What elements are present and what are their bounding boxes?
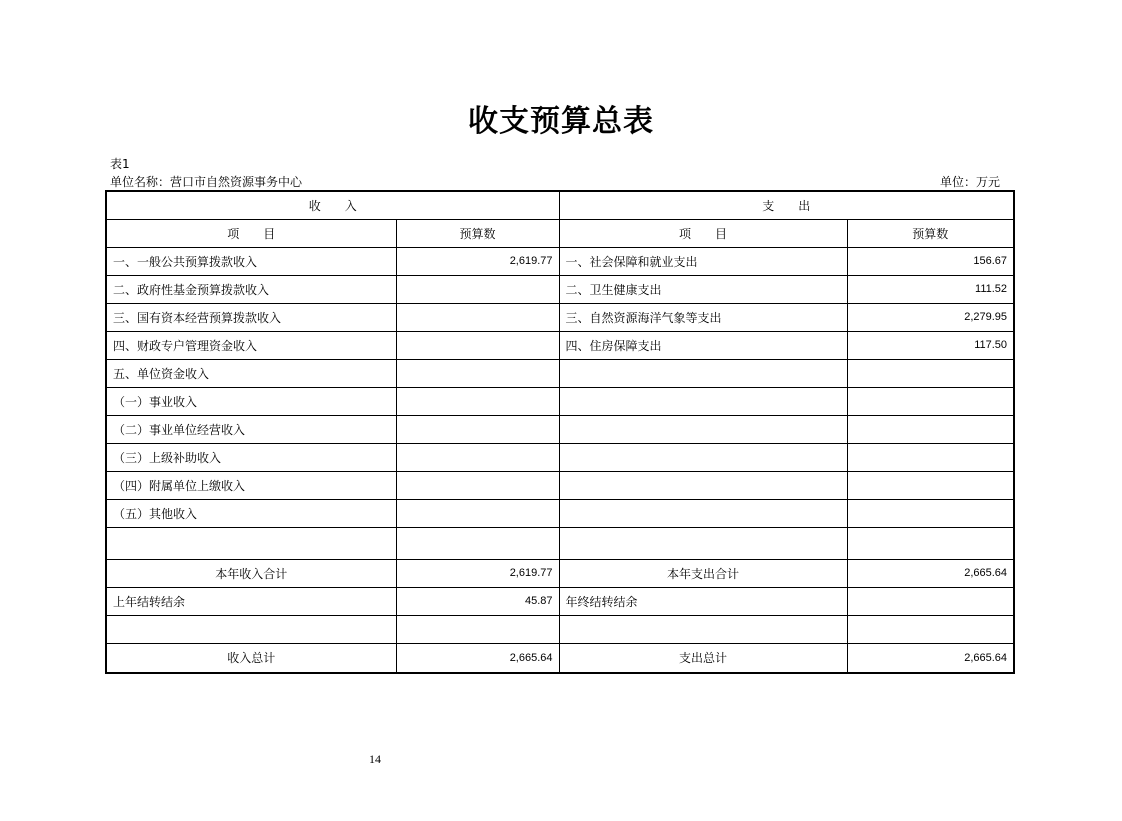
budget-table <box>105 190 1015 674</box>
income-value <box>396 303 559 331</box>
expense-value <box>847 527 1014 559</box>
table-row <box>106 499 1014 527</box>
income-value: 2,619.77 <box>396 247 559 275</box>
expense-label <box>559 387 847 415</box>
currency-unit: 单位：万元 <box>940 175 1001 189</box>
expense-value: 117.50 <box>847 331 1014 359</box>
income-label: 一、一般公共预算拨款收入 <box>106 247 396 275</box>
carryover-label: 上年结转结余 <box>106 587 396 615</box>
table-header-row <box>106 219 1014 247</box>
table-row <box>106 359 1014 387</box>
blank-cell <box>106 615 396 643</box>
income-value <box>396 359 559 387</box>
income-header: 收 入 <box>106 191 559 219</box>
expense-header: 支 出 <box>559 191 1014 219</box>
table-row <box>106 331 1014 359</box>
income-total-label: 收入总计 <box>106 643 396 673</box>
expense-value <box>847 471 1014 499</box>
expense-total-label: 支出总计 <box>559 643 847 673</box>
table-row <box>106 247 1014 275</box>
income-value <box>396 471 559 499</box>
expense-label <box>559 471 847 499</box>
expense-value: 2,279.95 <box>847 303 1014 331</box>
expense-value <box>847 443 1014 471</box>
expense-label: 三、自然资源海洋气象等支出 <box>559 303 847 331</box>
year-end-label: 年终结转结余 <box>559 587 847 615</box>
expense-value: 111.52 <box>847 275 1014 303</box>
carryover-value: 45.87 <box>396 587 559 615</box>
table-row <box>106 443 1014 471</box>
income-year-total-label: 本年收入合计 <box>106 559 396 587</box>
table-number: 表1 <box>110 157 130 171</box>
income-value <box>396 443 559 471</box>
income-budget-header: 预算数 <box>396 219 559 247</box>
income-label: （一）事业收入 <box>106 387 396 415</box>
income-label: 五、单位资金收入 <box>106 359 396 387</box>
income-label: （三）上级补助收入 <box>106 443 396 471</box>
page-title: 收支预算总表 <box>468 104 654 139</box>
expense-value <box>847 387 1014 415</box>
year-end-value <box>847 587 1014 615</box>
table-row <box>106 471 1014 499</box>
expense-label <box>559 527 847 559</box>
income-label: （五）其他收入 <box>106 499 396 527</box>
expense-label <box>559 359 847 387</box>
table-row <box>106 415 1014 443</box>
grand-total-row <box>106 643 1014 673</box>
income-label: 四、财政专户管理资金收入 <box>106 331 396 359</box>
expense-value <box>847 499 1014 527</box>
income-value <box>396 331 559 359</box>
income-value <box>396 275 559 303</box>
income-label: （二）事业单位经营收入 <box>106 415 396 443</box>
income-label: （四）附属单位上缴收入 <box>106 471 396 499</box>
expense-budget-header: 预算数 <box>847 219 1014 247</box>
blank-row <box>106 615 1014 643</box>
income-value <box>396 527 559 559</box>
income-value <box>396 387 559 415</box>
expense-label <box>559 499 847 527</box>
income-label: 三、国有资本经营预算拨款收入 <box>106 303 396 331</box>
expense-label: 二、卫生健康支出 <box>559 275 847 303</box>
expense-total-value: 2,665.64 <box>847 643 1014 673</box>
expense-label: 一、社会保障和就业支出 <box>559 247 847 275</box>
income-item-header: 项 目 <box>106 219 396 247</box>
expense-item-header: 项 目 <box>559 219 847 247</box>
income-label <box>106 527 396 559</box>
expense-value: 156.67 <box>847 247 1014 275</box>
expense-year-total-value: 2,665.64 <box>847 559 1014 587</box>
table-row <box>106 527 1014 559</box>
year-total-row <box>106 559 1014 587</box>
expense-value <box>847 359 1014 387</box>
blank-cell <box>847 615 1014 643</box>
carryover-row <box>106 587 1014 615</box>
table-row <box>106 387 1014 415</box>
table-row <box>106 275 1014 303</box>
income-label: 二、政府性基金预算拨款收入 <box>106 275 396 303</box>
expense-value <box>847 415 1014 443</box>
income-total-value: 2,665.64 <box>396 643 559 673</box>
income-value <box>396 499 559 527</box>
table-header-row-group <box>106 191 1014 219</box>
unit-name: 单位名称：营口市自然资源事务中心 <box>110 175 303 189</box>
expense-label <box>559 415 847 443</box>
expense-year-total-label: 本年支出合计 <box>559 559 847 587</box>
income-value <box>396 415 559 443</box>
blank-cell <box>396 615 559 643</box>
expense-label: 四、住房保障支出 <box>559 331 847 359</box>
page-number: 14 <box>369 752 381 766</box>
expense-label <box>559 443 847 471</box>
table-row <box>106 303 1014 331</box>
blank-cell <box>559 615 847 643</box>
income-year-total-value: 2,619.77 <box>396 559 559 587</box>
